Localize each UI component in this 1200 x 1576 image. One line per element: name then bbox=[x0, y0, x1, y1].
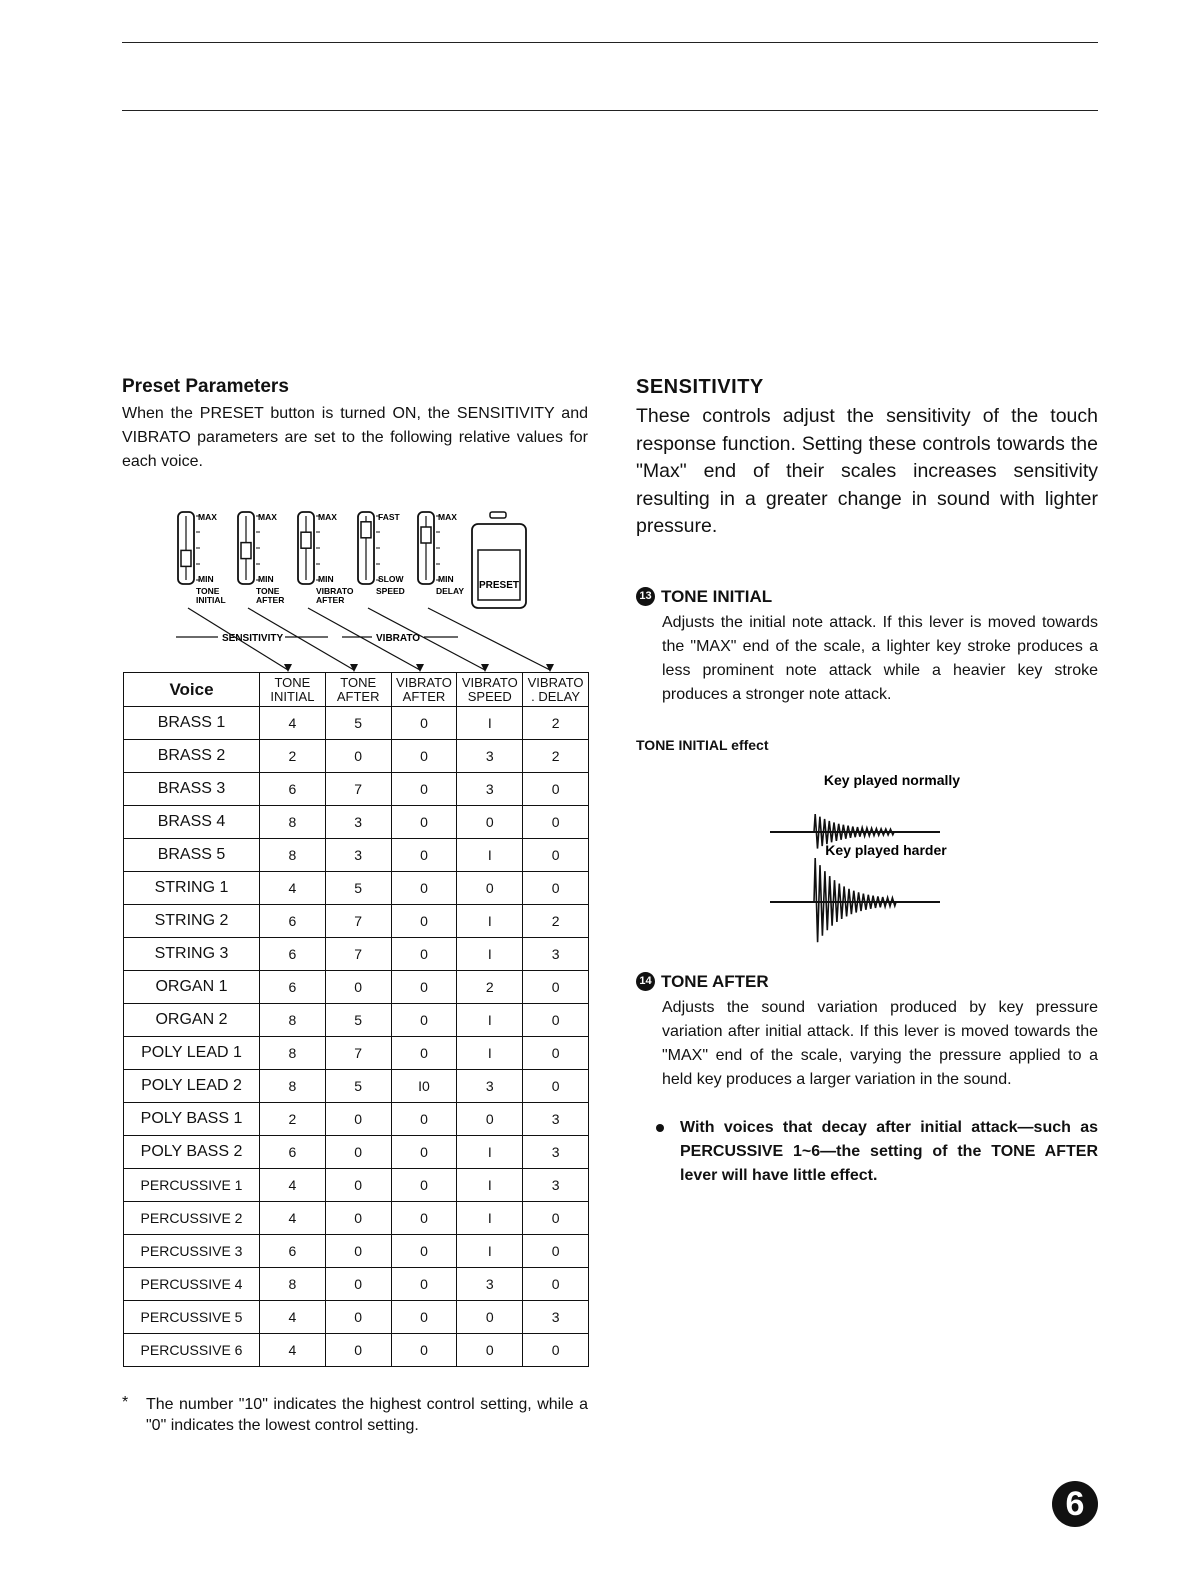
tone-after-title: TONE AFTER bbox=[661, 971, 769, 991]
value-cell: 8 bbox=[260, 1070, 326, 1103]
effect-title: TONE INITIAL effect bbox=[636, 736, 769, 753]
header-line2: . DELAY bbox=[531, 688, 581, 704]
table-row bbox=[124, 905, 589, 938]
table-row bbox=[124, 938, 589, 971]
voice-cell: PERCUSSIVE 2 bbox=[124, 1202, 260, 1235]
preset-intro: When the PRESET button is turned ON, the SENSITIVITY and VIBRATO parameters are set to the following relative values for each voice. bbox=[122, 405, 588, 470]
lever-name-line1: TONE bbox=[196, 586, 220, 596]
value-cell: 6 bbox=[260, 938, 326, 971]
header-line2: INITIAL bbox=[270, 688, 315, 704]
value-cell: I bbox=[457, 905, 523, 938]
value-cell: 3 bbox=[325, 839, 391, 872]
value-cell: 0 bbox=[391, 1268, 457, 1301]
value-cell: 3 bbox=[457, 1268, 523, 1301]
voice-cell: BRASS 1 bbox=[124, 707, 260, 740]
value-cell: 3 bbox=[523, 1103, 589, 1136]
normal-caption: Key played normally bbox=[823, 771, 961, 788]
preset-button-label: PRESET bbox=[478, 580, 520, 591]
value-cell: 7 bbox=[325, 905, 391, 938]
value-cell: 2 bbox=[523, 905, 589, 938]
value-cell: 6 bbox=[260, 971, 326, 1004]
value-cell: 8 bbox=[260, 1037, 326, 1070]
table-row bbox=[124, 1070, 589, 1103]
header-line1: TONE bbox=[274, 674, 311, 690]
value-cell: 4 bbox=[260, 1202, 326, 1235]
page-number: 6 bbox=[1052, 1481, 1098, 1527]
table-row bbox=[124, 1103, 589, 1136]
value-cell: 0 bbox=[523, 872, 589, 905]
voice-cell: BRASS 2 bbox=[124, 740, 260, 773]
voice-cell: PERCUSSIVE 5 bbox=[124, 1301, 260, 1334]
value-cell: 4 bbox=[260, 1169, 326, 1202]
lever-knob bbox=[181, 550, 191, 566]
value-cell: 0 bbox=[391, 905, 457, 938]
lever-top-label: MAX bbox=[318, 512, 337, 522]
lever-knob bbox=[361, 522, 371, 538]
table-row bbox=[124, 971, 589, 1004]
table-row bbox=[124, 1037, 589, 1070]
lever-top-label: MAX bbox=[258, 512, 277, 522]
value-cell: 8 bbox=[260, 1004, 326, 1037]
value-cell: 7 bbox=[325, 773, 391, 806]
voice-cell: STRING 1 bbox=[124, 872, 260, 905]
value-cell: 0 bbox=[457, 1103, 523, 1136]
value-cell: 0 bbox=[523, 773, 589, 806]
value-cell: 0 bbox=[523, 806, 589, 839]
value-cell: 3 bbox=[523, 1136, 589, 1169]
table-row bbox=[124, 707, 589, 740]
column-header bbox=[391, 673, 457, 707]
column-header bbox=[523, 673, 589, 707]
value-cell: 4 bbox=[260, 1301, 326, 1334]
header-line1: VIBRATO bbox=[461, 674, 518, 690]
table-row bbox=[124, 1301, 589, 1334]
voice-cell: POLY BASS 2 bbox=[124, 1136, 260, 1169]
value-cell: 4 bbox=[260, 707, 326, 740]
value-cell: 3 bbox=[523, 1301, 589, 1334]
lever-name-line2: INITIAL bbox=[196, 595, 226, 605]
header-line2: AFTER bbox=[336, 688, 380, 704]
table-header-row bbox=[124, 673, 589, 707]
value-cell: 0 bbox=[523, 1334, 589, 1367]
preset-title: Preset Parameters bbox=[122, 376, 289, 397]
table-row bbox=[124, 1004, 589, 1037]
value-cell: 0 bbox=[391, 1037, 457, 1070]
voice-cell: STRING 3 bbox=[124, 938, 260, 971]
lever-name-line2: AFTER bbox=[316, 595, 345, 605]
lever-top-label: FAST bbox=[378, 512, 400, 522]
lever-knob bbox=[241, 543, 251, 559]
value-cell: 0 bbox=[325, 1103, 391, 1136]
value-cell: I bbox=[457, 707, 523, 740]
value-cell: 2 bbox=[457, 971, 523, 1004]
footnote bbox=[122, 1394, 588, 1436]
tone-after-heading bbox=[636, 972, 1098, 992]
value-cell: I bbox=[457, 1169, 523, 1202]
preset-parameters-section bbox=[122, 376, 588, 1434]
tone-initial-title: TONE INITIAL bbox=[661, 586, 773, 606]
value-cell: 6 bbox=[260, 1136, 326, 1169]
value-cell: I bbox=[457, 1037, 523, 1070]
sensitivity-text: These controls adjust the sensitivity of the touch response function. Setting these controls towards the "Max" end of their scales increases sensitivity resulting in a greater change in sound with lighter pressure. bbox=[636, 405, 1098, 538]
value-cell: 0 bbox=[391, 707, 457, 740]
bullet-dot-icon bbox=[656, 1124, 664, 1132]
tone-after-note-text: With voices that decay after initial attack—such as PERCUSSIVE 1~6—the setting of the TONE AFTER lever will have little effect. bbox=[680, 1118, 1098, 1184]
lever-knob bbox=[301, 532, 311, 548]
value-cell: 3 bbox=[523, 938, 589, 971]
value-cell: 0 bbox=[391, 872, 457, 905]
value-cell: 2 bbox=[260, 1103, 326, 1136]
value-cell: 0 bbox=[457, 1301, 523, 1334]
tone-after-number-badge: 14 bbox=[636, 972, 655, 991]
preset-button-frame bbox=[472, 524, 526, 608]
value-cell: 0 bbox=[391, 1136, 457, 1169]
value-cell: 0 bbox=[391, 740, 457, 773]
voice-cell: ORGAN 2 bbox=[124, 1004, 260, 1037]
harder-waveform bbox=[770, 858, 940, 942]
column-header bbox=[260, 673, 326, 707]
pointer-line bbox=[428, 608, 550, 670]
value-cell: 0 bbox=[391, 839, 457, 872]
voice-cell: BRASS 5 bbox=[124, 839, 260, 872]
lever-top-label: MAX bbox=[198, 512, 217, 522]
lever-name-line1: SPEED bbox=[376, 586, 405, 596]
voice-cell: POLY LEAD 1 bbox=[124, 1037, 260, 1070]
lever-bottom-label: MIN bbox=[198, 574, 214, 584]
preset-led-icon bbox=[490, 512, 506, 518]
value-cell: 0 bbox=[523, 1070, 589, 1103]
voice-cell: PERCUSSIVE 4 bbox=[124, 1268, 260, 1301]
value-cell: 0 bbox=[391, 1103, 457, 1136]
value-cell: 0 bbox=[457, 1334, 523, 1367]
value-cell: 8 bbox=[260, 1268, 326, 1301]
value-cell: 0 bbox=[523, 839, 589, 872]
value-cell: 0 bbox=[325, 1235, 391, 1268]
table-row bbox=[124, 1268, 589, 1301]
control-panel-diagram bbox=[122, 504, 588, 674]
value-cell: 0 bbox=[391, 1334, 457, 1367]
value-cell: 5 bbox=[325, 707, 391, 740]
vibrato-group-label: VIBRATO bbox=[376, 633, 421, 644]
table-body bbox=[124, 707, 589, 1367]
value-cell: 5 bbox=[325, 1004, 391, 1037]
lever-name-line1: DELAY bbox=[436, 586, 465, 596]
lever-knob bbox=[421, 527, 431, 543]
value-cell: 6 bbox=[260, 773, 326, 806]
voice-cell: ORGAN 1 bbox=[124, 971, 260, 1004]
preset-table bbox=[123, 672, 589, 1367]
voice-header: Voice bbox=[124, 673, 260, 707]
voice-cell: STRING 2 bbox=[124, 905, 260, 938]
value-cell: 0 bbox=[325, 1334, 391, 1367]
value-cell: 0 bbox=[391, 1235, 457, 1268]
value-cell: 0 bbox=[457, 872, 523, 905]
value-cell: I bbox=[457, 1202, 523, 1235]
header-line2: AFTER bbox=[402, 688, 446, 704]
voice-cell: PERCUSSIVE 6 bbox=[124, 1334, 260, 1367]
footnote-asterisk: * bbox=[122, 1394, 129, 1411]
value-cell: 3 bbox=[325, 806, 391, 839]
value-cell: 3 bbox=[457, 773, 523, 806]
column-header bbox=[457, 673, 523, 707]
value-cell: 7 bbox=[325, 1037, 391, 1070]
value-cell: 8 bbox=[260, 839, 326, 872]
column-header bbox=[325, 673, 391, 707]
voice-cell: PERCUSSIVE 1 bbox=[124, 1169, 260, 1202]
value-cell: I bbox=[457, 1235, 523, 1268]
voice-cell: POLY LEAD 2 bbox=[124, 1070, 260, 1103]
voice-cell: PERCUSSIVE 3 bbox=[124, 1235, 260, 1268]
value-cell: 0 bbox=[457, 806, 523, 839]
table-row bbox=[124, 839, 589, 872]
value-cell: 0 bbox=[523, 1268, 589, 1301]
value-cell: 0 bbox=[391, 938, 457, 971]
value-cell: 0 bbox=[325, 1202, 391, 1235]
table-row bbox=[124, 1169, 589, 1202]
tone-after-note bbox=[656, 1116, 1098, 1188]
value-cell: I bbox=[457, 1004, 523, 1037]
value-cell: 0 bbox=[523, 1202, 589, 1235]
value-cell: 0 bbox=[325, 1169, 391, 1202]
table-row bbox=[124, 872, 589, 905]
value-cell: 0 bbox=[391, 1202, 457, 1235]
lever-bottom-label: MIN bbox=[318, 574, 334, 584]
value-cell: 0 bbox=[391, 1169, 457, 1202]
value-cell: 0 bbox=[391, 1004, 457, 1037]
table-row bbox=[124, 1202, 589, 1235]
value-cell: 0 bbox=[391, 773, 457, 806]
value-cell: 0 bbox=[523, 1004, 589, 1037]
value-cell: 0 bbox=[391, 971, 457, 1004]
value-cell: 0 bbox=[523, 1037, 589, 1070]
value-cell: 3 bbox=[457, 1070, 523, 1103]
tone-after-text: Adjusts the sound variation produced by key pressure variation after initial attack. If this lever is moved towards the "MAX" end of the scale, varying the pressure applied to a held key produces a larger variation in the sound. bbox=[662, 998, 1098, 1088]
header-line1: VIBRATO bbox=[396, 674, 452, 690]
value-cell: 6 bbox=[260, 1235, 326, 1268]
value-cell: 5 bbox=[325, 872, 391, 905]
voice-cell: BRASS 3 bbox=[124, 773, 260, 806]
lever-top-label: MAX bbox=[438, 512, 457, 522]
harder-caption: Key played harder bbox=[825, 841, 947, 858]
top-rule bbox=[122, 42, 1098, 43]
value-cell: 0 bbox=[325, 1136, 391, 1169]
preset-button bbox=[478, 550, 520, 600]
value-cell: 2 bbox=[523, 740, 589, 773]
value-cell: 0 bbox=[325, 971, 391, 1004]
second-rule bbox=[122, 110, 1098, 111]
value-cell: 0 bbox=[391, 806, 457, 839]
value-cell: 3 bbox=[523, 1169, 589, 1202]
value-cell: 8 bbox=[260, 806, 326, 839]
table-row bbox=[124, 806, 589, 839]
value-cell: I bbox=[457, 1136, 523, 1169]
sensitivity-title: SENSITIVITY bbox=[636, 376, 764, 398]
table-row bbox=[124, 1334, 589, 1367]
value-cell: 3 bbox=[457, 740, 523, 773]
lever-name-line1: TONE bbox=[256, 586, 280, 596]
tone-initial-text: Adjusts the initial note attack. If this lever is moved towards the "MAX" end of the scale, a lighter key stroke produces a less prominent note attack while a heavier key stroke produces a stronger note attack. bbox=[662, 613, 1098, 703]
header-line1: VIBRATO bbox=[527, 674, 584, 690]
table-row bbox=[124, 773, 589, 806]
value-cell: I0 bbox=[391, 1070, 457, 1103]
table-row bbox=[124, 1136, 589, 1169]
header-line1: TONE bbox=[340, 674, 377, 690]
tone-initial-effect-diagram bbox=[636, 753, 1098, 973]
tone-initial-number-badge: 13 bbox=[636, 587, 655, 606]
value-cell: 0 bbox=[325, 1268, 391, 1301]
footnote-text: The number "10" indicates the highest control setting, while a "0" indicates the lowest control setting. bbox=[146, 1396, 588, 1434]
sensitivity-group-label: SENSITIVITY bbox=[222, 633, 284, 644]
voice-cell: BRASS 4 bbox=[124, 806, 260, 839]
lever-bottom-label: MIN bbox=[258, 574, 274, 584]
value-cell: 0 bbox=[325, 740, 391, 773]
lever-name-line1: VIBRATO bbox=[316, 586, 354, 596]
value-cell: 4 bbox=[260, 1334, 326, 1367]
value-cell: 0 bbox=[325, 1301, 391, 1334]
value-cell: 0 bbox=[523, 1235, 589, 1268]
lever-bottom-label: SLOW bbox=[378, 574, 404, 584]
value-cell: 2 bbox=[523, 707, 589, 740]
table-row bbox=[124, 740, 589, 773]
header-line2: SPEED bbox=[467, 688, 512, 704]
value-cell: 5 bbox=[325, 1070, 391, 1103]
value-cell: I bbox=[457, 839, 523, 872]
value-cell: 6 bbox=[260, 905, 326, 938]
value-cell: 0 bbox=[523, 971, 589, 1004]
tone-initial-heading bbox=[636, 587, 1098, 607]
value-cell: 2 bbox=[260, 740, 326, 773]
voice-cell: POLY BASS 1 bbox=[124, 1103, 260, 1136]
lever-name-line2: AFTER bbox=[256, 595, 285, 605]
value-cell: 4 bbox=[260, 872, 326, 905]
value-cell: I bbox=[457, 938, 523, 971]
sensitivity-section bbox=[636, 376, 1098, 1188]
value-cell: 7 bbox=[325, 938, 391, 971]
table-row bbox=[124, 1235, 589, 1268]
lever-bottom-label: MIN bbox=[438, 574, 454, 584]
value-cell: 0 bbox=[391, 1301, 457, 1334]
